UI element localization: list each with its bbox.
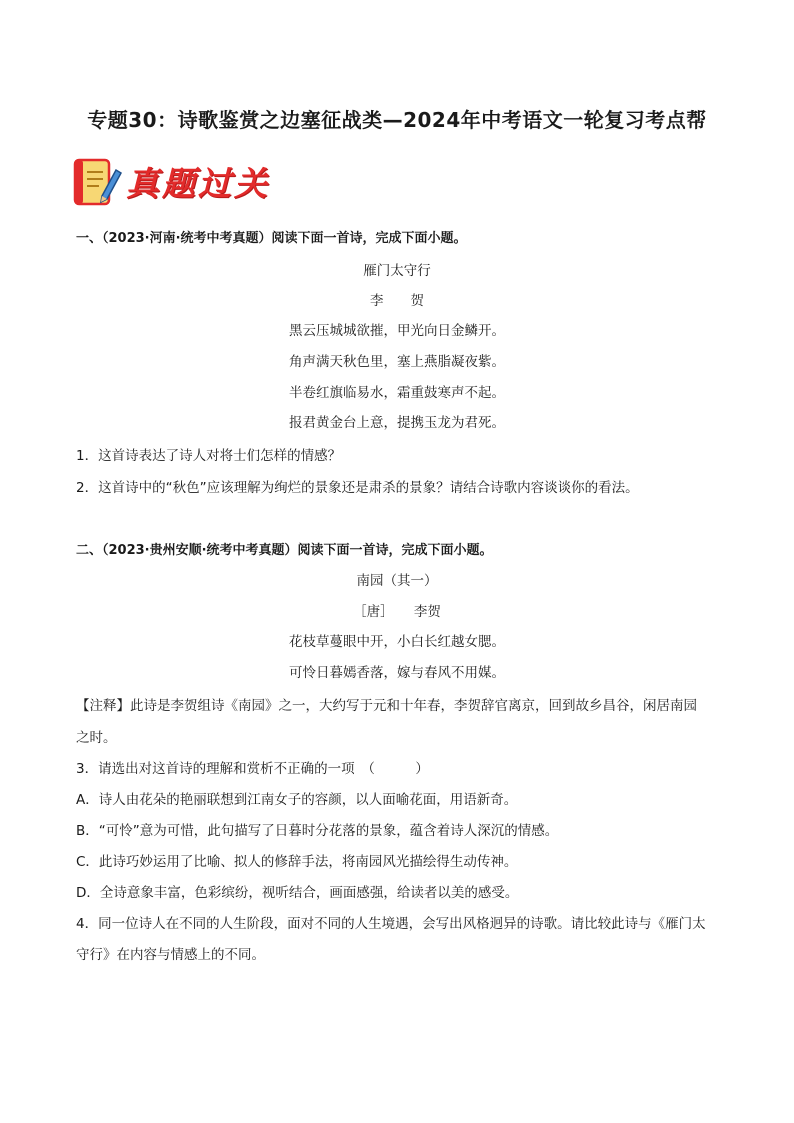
note-text-cont: 之时。 xyxy=(76,730,117,746)
note-text: 【注释】此诗是李贺组诗《南园》之一，大约写于元和十年春，李贺辞官离京，回到故乡昌谷，闲居南园 xyxy=(76,698,697,714)
q1-poem-line: 报君黄金台上意，提携玉龙为君死。 xyxy=(289,415,505,431)
section-banner xyxy=(72,156,272,208)
q2-heading: 二、（2023·贵州安顺·统考中考真题）阅读下面一首诗，完成下面小题。 xyxy=(76,543,493,558)
option-b: B．“可怜”意为可惜，此句描写了日暮时分花落的景象，蕴含着诗人深沉的情感。 xyxy=(76,823,559,839)
question-3: 3．请选出对这首诗的理解和赏析不正确的一项 （ ） xyxy=(76,761,429,777)
question-4-cont: 守行》在内容与情感上的不同。 xyxy=(76,947,265,963)
notebook-pencil-icon xyxy=(72,156,122,208)
q1-heading: 一、（2023·河南·统考中考真题）阅读下面一首诗，完成下面小题。 xyxy=(76,231,467,246)
q1-poem-line: 角声满天秋色里，塞上燕脂凝夜紫。 xyxy=(289,354,505,370)
question-1: 1．这首诗表达了诗人对将士们怎样的情感？ xyxy=(76,448,342,464)
q2-poem-title: 南园（其一） xyxy=(356,573,438,589)
option-d: D．全诗意象丰富，色彩缤纷，视听结合，画面感强，给读者以美的感受。 xyxy=(76,885,519,901)
question-2: 2．这首诗中的“秋色”应该理解为绚烂的景象还是肃杀的景象？请结合诗歌内容谈谈你的看法。 xyxy=(76,480,639,496)
banner-label: 真题过关 xyxy=(126,164,270,203)
option-c: C．此诗巧妙运用了比喻、拟人的修辞手法，将南园风光描绘得生动传神。 xyxy=(76,854,518,870)
q2-poem-author: ［唐］ 李贺 xyxy=(353,604,441,620)
page-title: 专题30：诗歌鉴赏之边塞征战类—2024年中考语文一轮复习考点帮 xyxy=(87,108,707,132)
q1-poem-author: 李 贺 xyxy=(370,293,424,309)
q1-poem-title: 雁门太守行 xyxy=(363,263,431,279)
q1-poem-line: 半卷红旗临易水，霜重鼓寒声不起。 xyxy=(289,385,505,401)
q1-poem-line: 黑云压城城欲摧，甲光向日金鳞开。 xyxy=(289,323,505,339)
question-4: 4．同一位诗人在不同的人生阶段，面对不同的人生境遇，会写出风格迥异的诗歌。请比较此诗与《雁门太 xyxy=(76,916,706,932)
option-a: A．诗人由花朵的艳丽联想到江南女子的容颜，以人面喻花面，用语新奇。 xyxy=(76,792,518,808)
q2-poem-line: 花枝草蔓眼中开，小白长红越女腮。 xyxy=(289,634,505,650)
q2-poem-line: 可怜日暮嫣香落，嫁与春风不用媒。 xyxy=(289,665,505,681)
